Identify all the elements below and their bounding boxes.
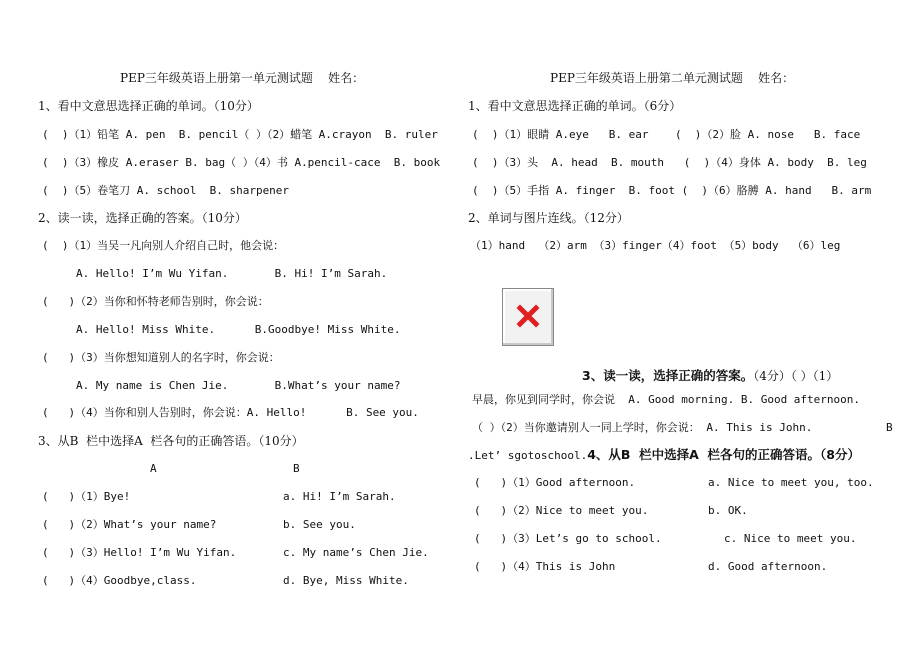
unit1-column-b-label: B <box>293 462 300 475</box>
unit1-s3-answer: c. My name’s Chen Jie. <box>283 546 429 559</box>
unit1-s1-row: ( )（1）铅笔 A. pen B. pencil（ ）（2）蜡笔 A.crayon B. ruler <box>42 128 438 141</box>
unit1-s3-question: ( )（3）Hello! I’m Wu Yifan. <box>42 546 237 559</box>
unit1-s3-answer: d. Bye, Miss White. <box>283 574 409 587</box>
unit1-title: PEP三年级英语上册第一单元测试题 姓名： <box>120 71 365 85</box>
unit1-s2-question: ( )（1）当吴一凡向别人介绍自己时，他会说： <box>42 239 285 252</box>
unit2-s3-option-b: B <box>886 421 893 434</box>
unit2-s1-row: ( )（3）头 A. head B. mouth ( )（4）身体 A. body B. leg <box>472 156 867 169</box>
unit2-s3-continuation: .Let’ sgotoschool. <box>468 449 588 462</box>
unit2-s2-words: （1）hand （2）arm （3）finger（4）foot （5）body （6）leg <box>470 239 841 252</box>
unit1-column-a-label: A <box>150 462 157 475</box>
unit2-section2-heading: 2、单词与图片连线。（12分） <box>468 211 629 225</box>
unit1-section1-heading: 1、看中文意思选择正确的单词。（10分） <box>38 99 259 113</box>
unit2-s4-question: ( )（2）Nice to meet you. <box>474 504 649 517</box>
unit2-s3-points: （4分）（ ）（1） <box>753 369 839 383</box>
unit1-s2-options: A. Hello! Miss White. B.Goodbye! Miss White. <box>76 323 401 336</box>
unit2-s4-answer: c. Nice to meet you. <box>724 532 857 545</box>
unit2-section3-heading: 3、读一读，选择正确的答案。 <box>582 368 754 383</box>
unit1-section2-heading: 2、读一读，选择正确的答案。（10分） <box>38 211 247 225</box>
unit1-s3-question: ( )（2）What’s your name? <box>42 518 217 531</box>
unit2-s1-row: ( )（5）手指 A. finger B. foot ( )（6）胳膊 A. hand B. arm <box>472 184 872 197</box>
unit1-s1-row: ( )（3）橡皮 A.eraser B. bag（ ）（4）书 A.pencil-cace B. book <box>42 156 441 169</box>
unit2-s4-question: ( )（4）This is John <box>474 560 616 573</box>
unit1-s2-question: ( )（3）当你想知道别人的名字时，你会说： <box>42 351 280 364</box>
unit2-section3-heading-line <box>582 368 838 384</box>
unit2-s4-answer: d. Good afternoon. <box>708 560 828 573</box>
unit1-s2-options: A. My name is Chen Jie. B.What’s your name? <box>76 379 401 392</box>
unit2-title: PEP三年级英语上册第二单元测试题 姓名： <box>550 71 795 85</box>
unit2-section4-heading: 4、从B 栏中选择A 栏各句的正确答语。（8分） <box>587 447 860 462</box>
unit2-s4-answer: b. OK. <box>708 504 748 517</box>
unit2-s4-answer: a. Nice to meet you, too. <box>708 476 874 489</box>
unit1-s1-row: ( )（5）卷笔刀 A. school B. sharpener <box>42 184 290 197</box>
unit2-section1-heading: 1、看中文意思选择正确的单词。（6分） <box>468 99 682 113</box>
unit2-test <box>460 0 920 650</box>
unit1-s2-question: ( )（2）当你和怀特老师告别时，你会说： <box>42 295 269 308</box>
unit1-section3-heading: 3、从B 栏中选择A 栏各句的正确答语。（10分） <box>38 434 304 448</box>
unit1-s2-options: A. Hello! I’m Wu Yifan. B. Hi! I’m Sarah. <box>76 267 388 280</box>
unit1-s3-answer: b. See you. <box>283 518 356 531</box>
unit1-s2-question: ( )（4）当你和别人告别时，你会说：A. Hello! B. See you. <box>42 406 419 419</box>
unit2-s4-question: ( )（1）Good afternoon. <box>474 476 636 489</box>
broken-image-placeholder <box>502 288 554 346</box>
unit2-s3-question: 早晨，你见到同学时，你会说 A. Good morning. B. Good afternoon. <box>472 393 861 406</box>
broken-image-icon <box>516 304 540 328</box>
unit1-s3-question: ( )（4）Goodbye,class. <box>42 574 197 587</box>
unit2-s3-s4-line <box>468 447 860 464</box>
unit2-s1-row: ( )（1）眼睛 A.eye B. ear ( )（2）脸 A. nose B. face <box>472 128 861 141</box>
unit2-s3-question: （ ）（2）当你邀请别人一同上学时，你会说： A. This is John. <box>472 421 813 434</box>
unit1-s3-answer: a. Hi! I’m Sarah. <box>283 490 396 503</box>
unit2-s4-question: ( )（3）Let’s go to school. <box>474 532 662 545</box>
unit1-s3-question: ( )（1）Bye! <box>42 490 131 503</box>
